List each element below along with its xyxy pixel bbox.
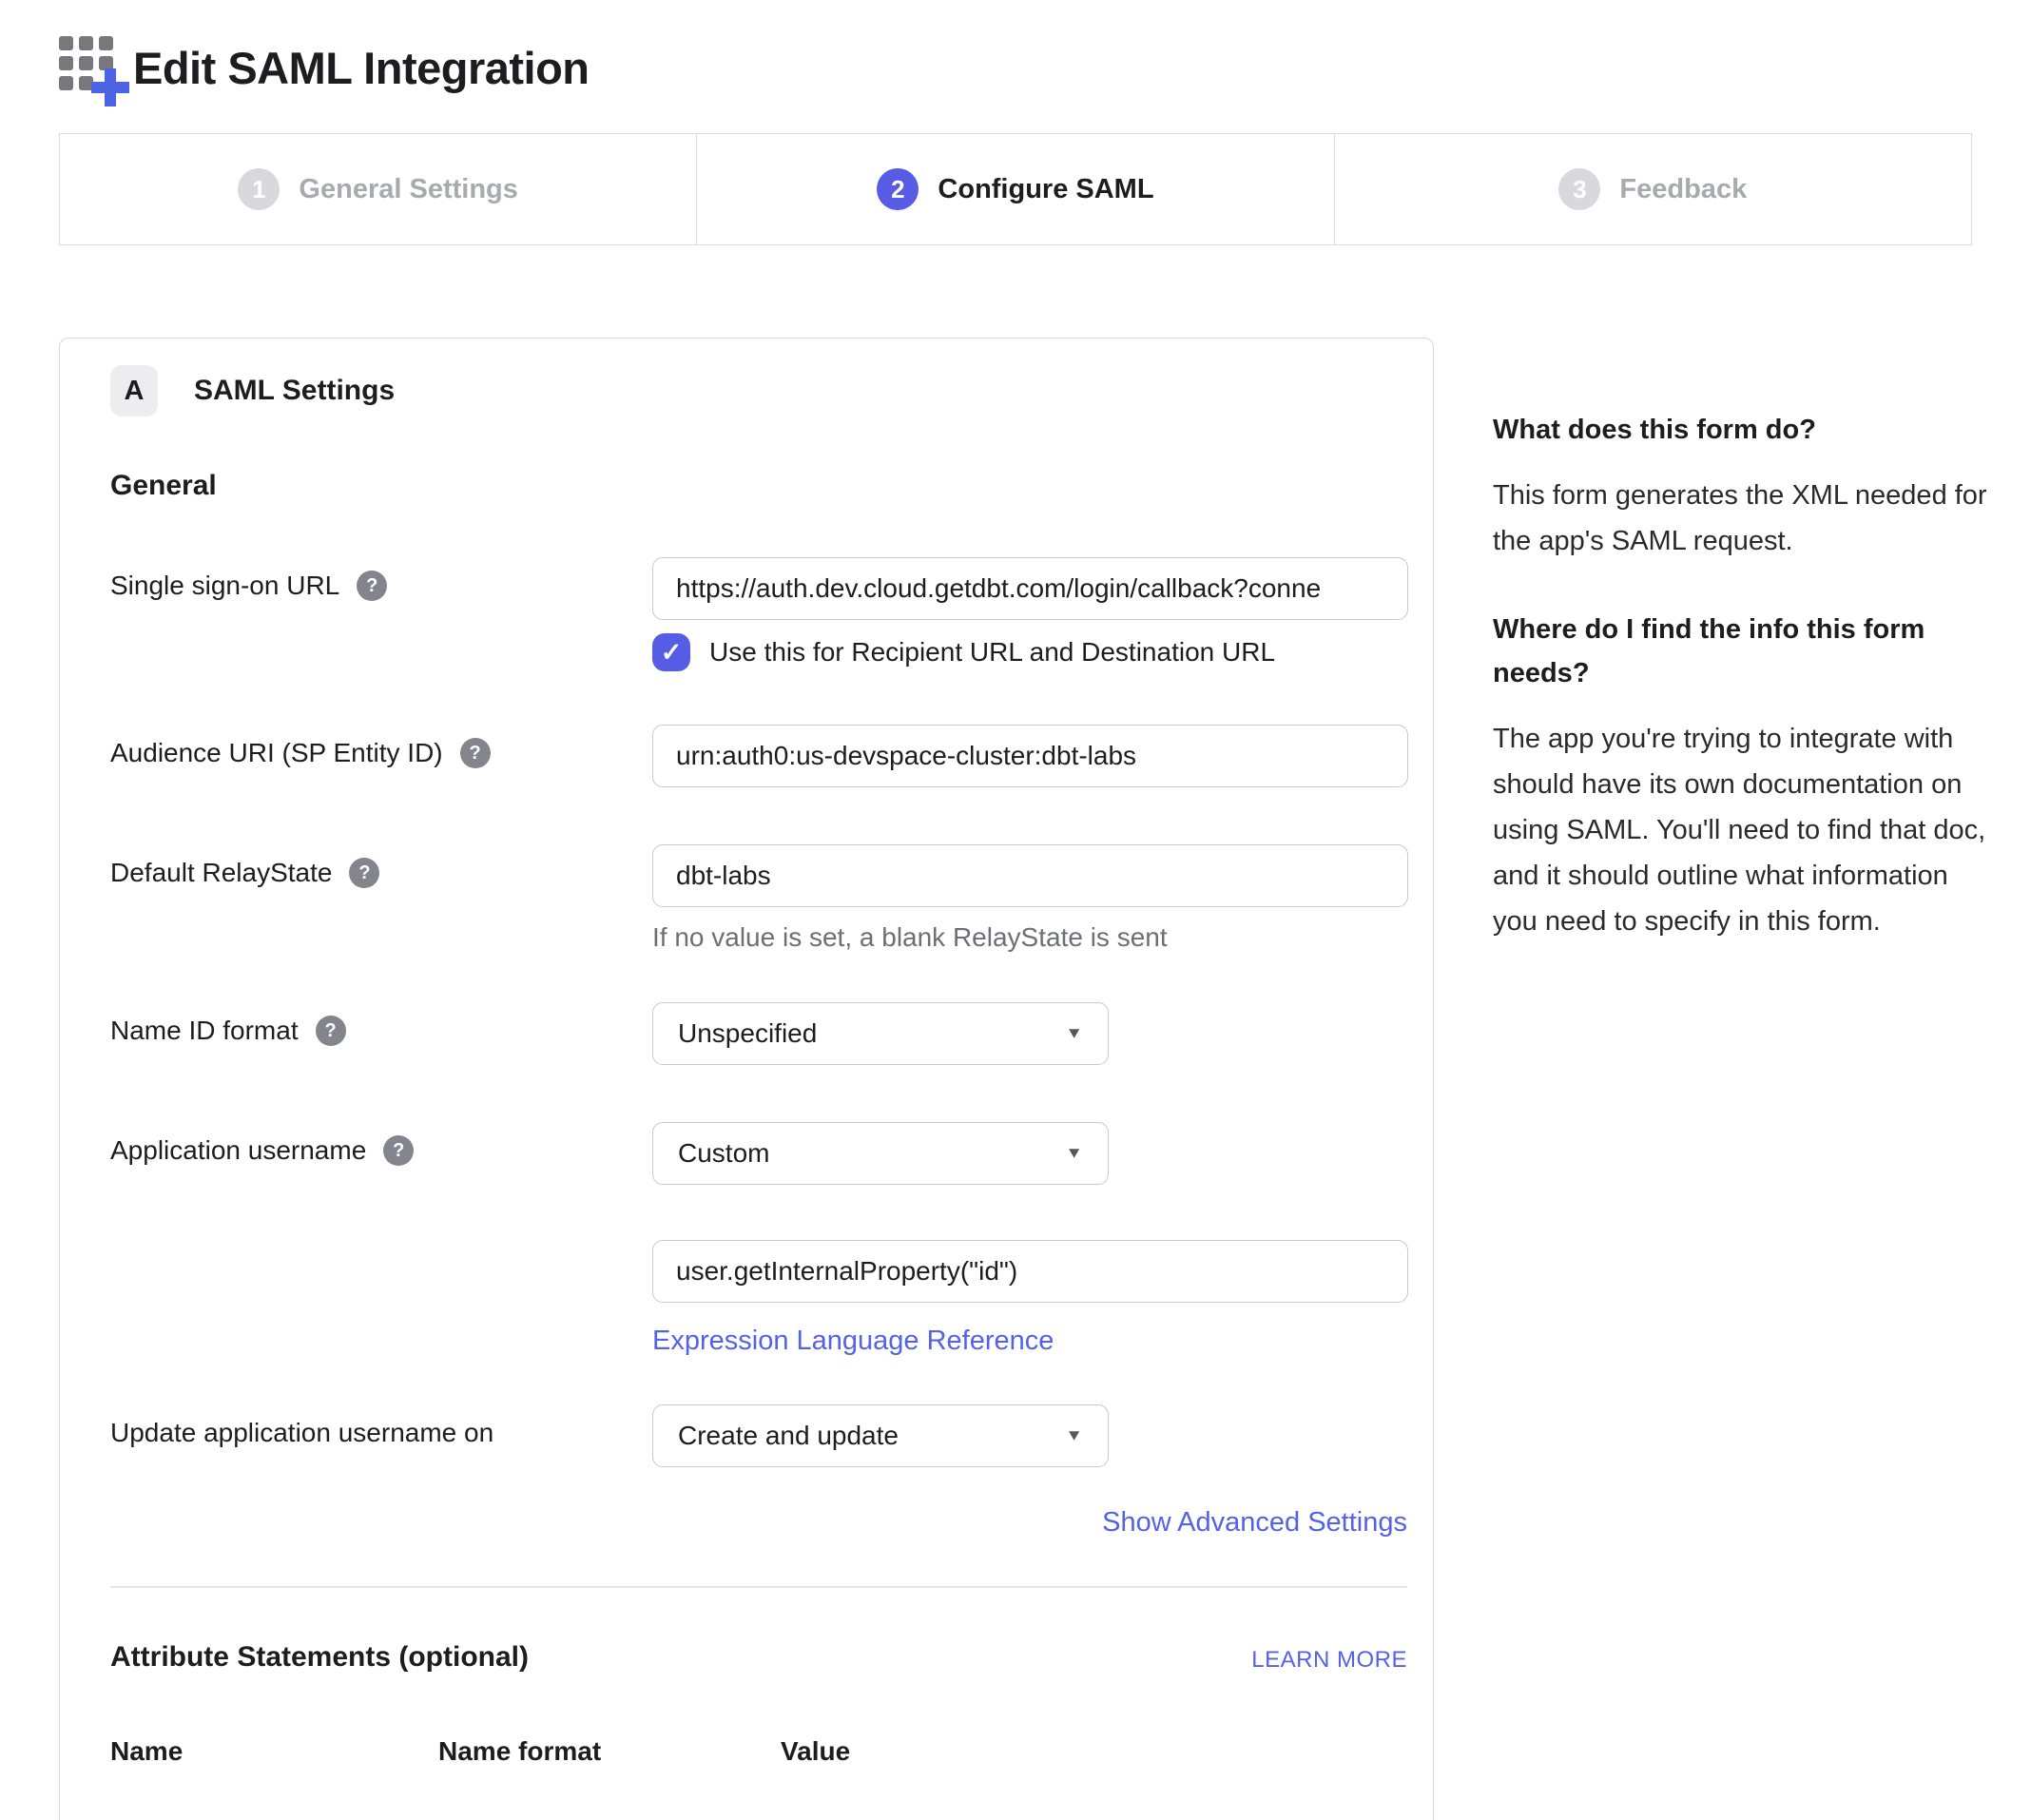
saml-settings-panel bbox=[59, 338, 1434, 1820]
recipient-url-checkbox-label: Use this for Recipient URL and Destination URL bbox=[709, 637, 1276, 667]
section-a-badge: A bbox=[110, 365, 158, 416]
application-username-value: Custom bbox=[678, 1138, 770, 1168]
section-divider bbox=[110, 1586, 1407, 1588]
page-title: Edit SAML Integration bbox=[133, 43, 590, 93]
update-username-label-wrap bbox=[110, 1404, 652, 1448]
panel-header bbox=[110, 365, 1407, 416]
update-username-row bbox=[110, 1404, 1407, 1467]
attribute-statements-header bbox=[110, 1641, 1407, 1674]
help-icon[interactable]: ? bbox=[349, 858, 379, 888]
help-answer-1: This form generates the XML needed for the app's SAML request. bbox=[1493, 480, 1987, 556]
step-1-number-badge: 1 bbox=[238, 168, 280, 210]
chevron-down-icon: ▼ bbox=[1065, 1024, 1083, 1042]
custom-expression-spacer bbox=[110, 1240, 652, 1253]
name-id-format-row bbox=[110, 1002, 1407, 1065]
relay-state-label: Default RelayState bbox=[110, 858, 333, 887]
application-username-select[interactable] bbox=[652, 1122, 1109, 1185]
relay-state-hint: If no value is set, a blank RelayState is sent bbox=[652, 922, 1168, 952]
name-id-format-value: Unspecified bbox=[678, 1018, 818, 1048]
learn-more-link[interactable]: LEARN MORE bbox=[1251, 1647, 1407, 1673]
sso-url-input[interactable] bbox=[652, 557, 1408, 620]
help-icon[interactable]: ? bbox=[383, 1135, 414, 1166]
help-answer-2: The app you're trying to integrate with should have its own documentation on using SAML. You'll need to find that doc, and it should outline what information you need to specify in this form. bbox=[1493, 724, 1986, 937]
audience-uri-row bbox=[110, 725, 1407, 787]
recipient-url-checkbox[interactable]: ✓ bbox=[652, 633, 690, 671]
relay-state-label-wrap bbox=[110, 844, 652, 888]
audience-uri-label: Audience URI (SP Entity ID) bbox=[110, 738, 443, 767]
name-id-format-select[interactable] bbox=[652, 1002, 1109, 1065]
relay-state-input[interactable] bbox=[652, 844, 1408, 907]
column-header-value: Value bbox=[781, 1736, 851, 1766]
grid-plus-icon bbox=[59, 36, 127, 105]
name-id-format-label-wrap bbox=[110, 1002, 652, 1046]
advanced-settings-row bbox=[110, 1507, 1407, 1539]
application-username-label: Application username bbox=[110, 1135, 367, 1165]
help-question-2: Where do I find the info this form needs? bbox=[1493, 614, 1925, 688]
general-heading: General bbox=[110, 470, 217, 501]
main-content bbox=[59, 338, 2031, 1820]
help-sidebar bbox=[1493, 338, 1991, 988]
help-icon[interactable]: ? bbox=[357, 571, 387, 601]
update-username-value: Create and update bbox=[678, 1421, 899, 1450]
help-question-1: What does this form do? bbox=[1493, 415, 1816, 445]
name-id-format-label: Name ID format bbox=[110, 1016, 299, 1045]
step-configure-saml[interactable] bbox=[696, 134, 1333, 244]
sso-url-label: Single sign-on URL bbox=[110, 571, 340, 600]
wizard-stepper bbox=[59, 133, 1972, 245]
help-icon[interactable]: ? bbox=[460, 738, 491, 768]
update-username-label: Update application username on bbox=[110, 1418, 494, 1447]
step-feedback[interactable] bbox=[1334, 134, 1971, 244]
sso-url-row bbox=[110, 557, 1407, 671]
page-header bbox=[0, 0, 2031, 105]
column-header-name-format: Name format bbox=[438, 1736, 602, 1766]
panel-title: SAML Settings bbox=[194, 375, 396, 406]
application-username-row bbox=[110, 1122, 1407, 1185]
update-username-select[interactable] bbox=[652, 1404, 1109, 1467]
sso-url-label-wrap bbox=[110, 557, 652, 601]
step-general-settings[interactable] bbox=[60, 134, 696, 244]
attribute-statements-heading: Attribute Statements (optional) bbox=[110, 1641, 529, 1673]
recipient-url-checkbox-row bbox=[652, 633, 1408, 671]
step-2-label: Configure SAML bbox=[938, 173, 1154, 204]
step-2-number-badge: 2 bbox=[877, 168, 919, 210]
attribute-statements-column-headers bbox=[110, 1736, 1407, 1767]
application-username-label-wrap bbox=[110, 1122, 652, 1166]
chevron-down-icon: ▼ bbox=[1065, 1144, 1083, 1162]
relay-state-row bbox=[110, 844, 1407, 953]
step-1-label: General Settings bbox=[299, 173, 518, 204]
audience-uri-label-wrap bbox=[110, 725, 652, 768]
step-3-label: Feedback bbox=[1619, 173, 1748, 204]
expression-language-reference-link[interactable]: Expression Language Reference bbox=[652, 1326, 1054, 1356]
custom-expression-row bbox=[110, 1240, 1407, 1357]
help-icon[interactable]: ? bbox=[316, 1016, 346, 1046]
audience-uri-input[interactable] bbox=[652, 725, 1408, 787]
step-3-number-badge: 3 bbox=[1558, 168, 1600, 210]
show-advanced-settings-link[interactable]: Show Advanced Settings bbox=[1102, 1507, 1407, 1538]
column-header-name: Name bbox=[110, 1736, 184, 1766]
custom-expression-input[interactable] bbox=[652, 1240, 1408, 1303]
chevron-down-icon: ▼ bbox=[1065, 1426, 1083, 1444]
plus-icon bbox=[91, 68, 129, 106]
